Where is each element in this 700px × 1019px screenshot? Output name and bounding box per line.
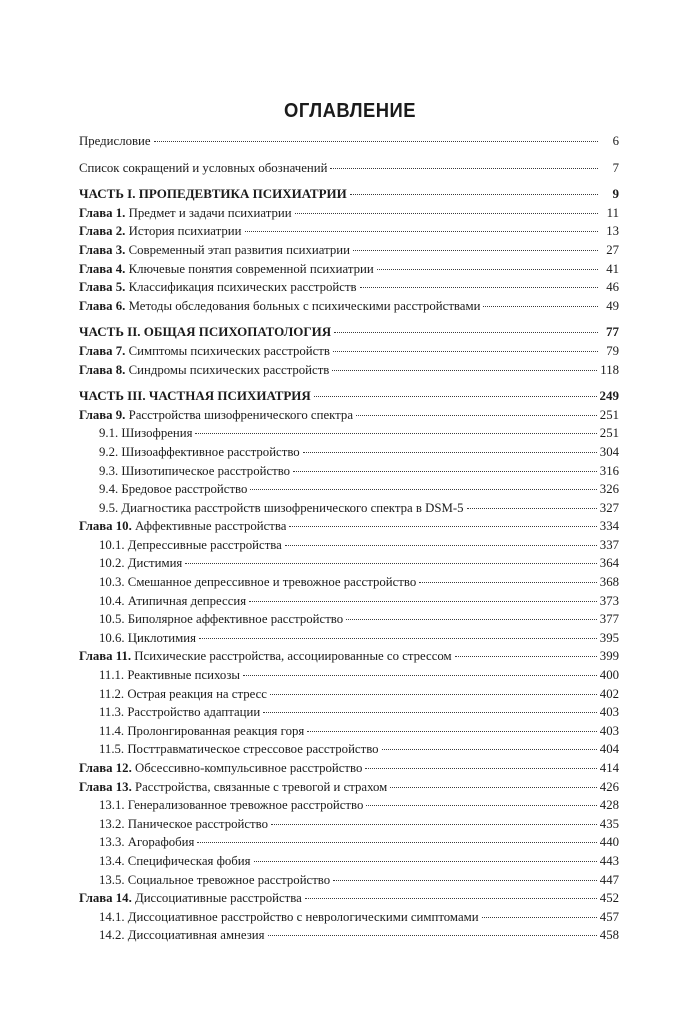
toc-section-entry[interactable] bbox=[79, 815, 619, 834]
page-number: 399 bbox=[599, 649, 619, 664]
page-number: 435 bbox=[599, 816, 619, 831]
toc-entry-title: Предмет и задачи психиатрии bbox=[128, 205, 292, 220]
toc-entry-label bbox=[79, 517, 286, 536]
toc-entry-title: Ключевые понятия современной психиатрии bbox=[128, 261, 374, 276]
page-number: 373 bbox=[599, 593, 619, 608]
dot-leader bbox=[245, 221, 599, 232]
dot-leader bbox=[254, 851, 597, 862]
toc-entry-label bbox=[79, 778, 387, 797]
chapter-number: Глава 5. bbox=[79, 280, 126, 295]
toc-section-entry[interactable] bbox=[79, 480, 619, 499]
chapter-number: Глава 8. bbox=[79, 362, 126, 377]
toc-entry-title: Аффективные расстройства bbox=[134, 519, 287, 534]
toc-entry-label bbox=[79, 278, 357, 297]
toc-entry-label bbox=[79, 462, 290, 481]
toc-entry-label bbox=[79, 703, 260, 722]
dot-leader bbox=[330, 158, 598, 169]
page-number: 428 bbox=[599, 798, 619, 813]
page-number: 251 bbox=[599, 426, 619, 441]
page-number: 457 bbox=[599, 909, 619, 924]
toc-entry-label bbox=[79, 536, 282, 555]
toc-entry-title: История психиатрии bbox=[128, 224, 242, 239]
dot-leader bbox=[314, 386, 597, 397]
dot-leader bbox=[382, 739, 597, 750]
toc-entry-label bbox=[79, 908, 479, 927]
toc-entry-label bbox=[79, 185, 347, 204]
toc-entry-title: Список сокращений и условных обозначений bbox=[79, 160, 328, 175]
dot-leader bbox=[419, 572, 597, 583]
toc-chapter-entry[interactable] bbox=[79, 406, 619, 425]
page-number: 337 bbox=[599, 537, 619, 552]
dot-leader bbox=[263, 702, 597, 713]
page-number: 368 bbox=[599, 575, 619, 590]
toc-entry-label bbox=[79, 241, 350, 260]
toc-entry-title: 10.5. Биполярное аффективное расстройство bbox=[99, 612, 344, 627]
toc-chapter-entry[interactable] bbox=[79, 517, 619, 536]
page-number: 426 bbox=[599, 779, 619, 794]
toc-entry-title: 9.1. Шизофрения bbox=[99, 426, 193, 441]
toc-entry-label bbox=[79, 387, 311, 406]
toc-entry-title: Классификация психических расстройств bbox=[128, 280, 357, 295]
page-number: 334 bbox=[599, 519, 619, 534]
toc-part-entry[interactable] bbox=[79, 185, 619, 204]
toc-entry-title: 10.4. Атипичная депрессия bbox=[99, 593, 247, 608]
chapter-number: Глава 2. bbox=[79, 224, 126, 239]
toc-entry-label bbox=[79, 796, 363, 815]
toc-entry-label bbox=[79, 629, 196, 648]
page-number: 414 bbox=[599, 761, 619, 775]
toc-section-entry[interactable] bbox=[79, 685, 619, 704]
chapter-number: Глава 3. bbox=[79, 242, 126, 257]
toc-chapter-entry[interactable] bbox=[79, 278, 619, 297]
toc-entry[interactable] bbox=[79, 159, 619, 178]
toc-entry-title: 14.1. Диссоциативное расстройство с неврологическими симптомами bbox=[99, 909, 479, 924]
page-number: 440 bbox=[599, 835, 619, 850]
toc-section-entry[interactable] bbox=[79, 499, 619, 518]
toc-entry-title: 13.3. Агорафобия bbox=[99, 835, 195, 850]
dot-leader bbox=[197, 832, 596, 843]
toc-entry-title: 10.6. Циклотимия bbox=[99, 630, 196, 645]
toc-section-entry[interactable] bbox=[79, 554, 619, 573]
toc-entry-label bbox=[79, 297, 480, 316]
table-of-contents bbox=[79, 132, 619, 945]
toc-entry-label bbox=[79, 852, 251, 871]
toc-entry-label bbox=[79, 833, 194, 852]
toc-entry-label bbox=[79, 666, 240, 685]
toc-entry-label bbox=[79, 889, 302, 908]
dot-leader bbox=[333, 870, 597, 881]
dot-leader bbox=[293, 461, 597, 472]
dot-leader bbox=[390, 777, 597, 788]
dot-leader bbox=[307, 721, 597, 732]
toc-entry-title: 9.5. Диагностика расстройств шизофренического спектра в DSM-5 bbox=[99, 500, 464, 515]
toc-entry-title: Диссоциативные расстройства bbox=[134, 891, 302, 906]
dot-leader bbox=[154, 131, 598, 142]
dot-leader bbox=[243, 665, 597, 676]
dot-leader bbox=[199, 628, 597, 639]
toc-section-entry[interactable] bbox=[79, 852, 619, 871]
toc-entry-title: 10.1. Депрессивные расстройства bbox=[99, 537, 282, 552]
toc-entry-label bbox=[79, 159, 327, 178]
page-number: 403 bbox=[599, 723, 619, 738]
dot-leader bbox=[467, 498, 597, 509]
dot-leader bbox=[271, 814, 597, 825]
dot-leader bbox=[353, 240, 598, 251]
toc-entry-label bbox=[79, 554, 182, 573]
dot-leader bbox=[333, 341, 598, 352]
page-number: 251 bbox=[599, 407, 619, 422]
toc-entry-title: ЧАСТЬ I. ПРОПЕДЕВТИКА ПСИХИАТРИИ bbox=[79, 186, 347, 202]
page-number: 443 bbox=[599, 853, 619, 868]
toc-entry-label bbox=[79, 722, 304, 741]
toc-entry-label bbox=[79, 573, 416, 592]
toc-chapter-entry[interactable] bbox=[79, 241, 619, 260]
chapter-number: Глава 13. bbox=[79, 779, 132, 794]
toc-section-entry[interactable] bbox=[79, 833, 619, 852]
page-number: 395 bbox=[599, 630, 619, 645]
toc-part-entry[interactable] bbox=[79, 323, 619, 342]
dot-leader bbox=[332, 360, 597, 371]
toc-chapter-entry[interactable] bbox=[79, 222, 619, 241]
toc-entry-title: Методы обследования больных с психическими расстройствами bbox=[128, 298, 481, 313]
toc-section-entry[interactable] bbox=[79, 536, 619, 555]
page-number: 6 bbox=[612, 134, 619, 148]
page-number: 326 bbox=[599, 482, 619, 497]
toc-entry-label bbox=[79, 740, 379, 759]
page-number: 7 bbox=[612, 160, 619, 175]
toc-entry-label bbox=[79, 759, 362, 778]
dot-leader bbox=[334, 322, 598, 333]
toc-entry-title: 9.3. Шизотипическое расстройство bbox=[99, 463, 291, 478]
toc-entry-title: Расстройства шизофренического спектра bbox=[128, 407, 354, 422]
toc-entry-title: ЧАСТЬ II. ОБЩАЯ ПСИХОПАТОЛОГИЯ bbox=[79, 324, 332, 340]
dot-leader bbox=[482, 907, 597, 918]
page-number: 49 bbox=[606, 298, 619, 313]
toc-entry-title: Психические расстройства, ассоциированные со стрессом bbox=[134, 649, 452, 664]
toc-entry-label bbox=[79, 424, 192, 443]
toc-chapter-entry[interactable] bbox=[79, 260, 619, 279]
dot-leader bbox=[250, 479, 596, 490]
toc-entry-label bbox=[79, 685, 267, 704]
toc-section-entry[interactable] bbox=[79, 740, 619, 759]
toc-entry-label bbox=[79, 871, 330, 890]
page-number: 41 bbox=[606, 261, 619, 276]
page-number: 118 bbox=[600, 362, 619, 377]
toc-entry-title: Расстройства, связанные с тревогой и страхом bbox=[134, 779, 388, 794]
page-number: 27 bbox=[606, 242, 619, 257]
toc-chapter-entry[interactable] bbox=[79, 759, 619, 778]
toc-entry-title: 13.4. Специфическая фобия bbox=[99, 853, 251, 868]
page-number: 77 bbox=[606, 324, 619, 340]
dot-leader bbox=[377, 259, 598, 270]
toc-chapter-entry[interactable] bbox=[79, 778, 619, 797]
dot-leader bbox=[295, 203, 598, 214]
toc-entry-title: 14.2. Диссоциативная амнезия bbox=[99, 928, 265, 943]
dot-leader bbox=[249, 591, 597, 602]
page-number: 400 bbox=[599, 668, 619, 683]
page-number: 79 bbox=[606, 343, 619, 358]
toc-section-entry[interactable] bbox=[79, 796, 619, 815]
dot-leader bbox=[360, 277, 598, 288]
dot-leader bbox=[366, 795, 596, 806]
toc-section-entry[interactable] bbox=[79, 424, 619, 443]
toc-entry-title: 13.1. Генерализованное тревожное расстройство bbox=[99, 798, 364, 813]
toc-entry-title: 10.2. Дистимия bbox=[99, 556, 183, 571]
toc-section-entry[interactable] bbox=[79, 573, 619, 592]
toc-entry-label bbox=[79, 204, 292, 223]
dot-leader bbox=[195, 423, 596, 434]
toc-entry-label bbox=[79, 222, 242, 241]
toc-entry-label bbox=[79, 406, 353, 425]
toc-entry-label bbox=[79, 815, 268, 834]
chapter-number: Глава 12. bbox=[79, 761, 132, 775]
toc-entry-title: 9.4. Бредовое расстройство bbox=[99, 482, 248, 497]
page-number: 11 bbox=[606, 205, 619, 220]
dot-leader bbox=[356, 405, 597, 416]
toc-entry-label bbox=[79, 592, 246, 611]
dot-leader bbox=[365, 758, 596, 769]
toc-entry-title: Синдромы психических расстройств bbox=[128, 362, 330, 377]
toc-chapter-entry[interactable] bbox=[79, 342, 619, 361]
page-title: ОГЛАВЛЕНИЕ bbox=[284, 100, 416, 122]
dot-leader bbox=[305, 888, 597, 899]
dot-leader bbox=[285, 535, 597, 546]
toc-section-entry[interactable] bbox=[79, 722, 619, 741]
toc-entry-title: Современный этап развития психиатрии bbox=[128, 242, 350, 257]
page-number: 304 bbox=[599, 444, 619, 459]
toc-entry-label bbox=[79, 647, 452, 666]
toc-entry-label bbox=[79, 260, 374, 279]
chapter-number: Глава 7. bbox=[79, 343, 126, 358]
page-number: 13 bbox=[606, 224, 619, 239]
toc-section-entry[interactable] bbox=[79, 592, 619, 611]
page-number: 452 bbox=[599, 891, 619, 906]
dot-leader bbox=[483, 296, 598, 307]
toc-chapter-entry[interactable] bbox=[79, 889, 619, 908]
toc-entry-title: 11.3. Расстройство адаптации bbox=[99, 705, 261, 720]
chapter-number: Глава 10. bbox=[79, 519, 132, 534]
page-number: 364 bbox=[599, 556, 619, 571]
toc-section-entry[interactable] bbox=[79, 610, 619, 629]
toc-chapter-entry[interactable] bbox=[79, 361, 619, 380]
page-number: 327 bbox=[599, 500, 619, 515]
page-number: 404 bbox=[599, 742, 619, 757]
toc-entry-title: 11.4. Пролонгированная реакция горя bbox=[99, 723, 305, 738]
toc-entry-label bbox=[79, 926, 265, 945]
toc-entry[interactable] bbox=[79, 132, 619, 151]
toc-chapter-entry[interactable] bbox=[79, 297, 619, 316]
toc-entry-title: 11.5. Посттравматическое стрессовое расстройство bbox=[99, 742, 379, 757]
toc-chapter-entry[interactable] bbox=[79, 647, 619, 666]
page-number: 249 bbox=[599, 388, 619, 404]
chapter-number: Глава 6. bbox=[79, 298, 126, 313]
toc-section-entry[interactable] bbox=[79, 462, 619, 481]
toc-entry-label bbox=[79, 361, 329, 380]
toc-part-entry[interactable] bbox=[79, 387, 619, 406]
dot-leader bbox=[346, 609, 597, 620]
toc-entry-title: 11.2. Острая реакция на стресс bbox=[99, 686, 267, 701]
page-number: 403 bbox=[599, 705, 619, 720]
toc-entry-title: Обсессивно-компульсивное расстройство bbox=[134, 761, 363, 775]
toc-section-entry[interactable] bbox=[79, 666, 619, 685]
toc-chapter-entry[interactable] bbox=[79, 204, 619, 223]
dot-leader bbox=[303, 442, 597, 453]
page-number: 9 bbox=[612, 186, 619, 202]
chapter-number: Глава 1. bbox=[79, 205, 126, 220]
toc-entry-title: Предисловие bbox=[79, 134, 151, 148]
page-number: 402 bbox=[599, 686, 619, 701]
page-number: 447 bbox=[599, 872, 619, 887]
page-number: 458 bbox=[599, 928, 619, 943]
page-number: 377 bbox=[599, 612, 619, 627]
toc-section-entry[interactable] bbox=[79, 703, 619, 722]
toc-entry-title: 13.2. Паническое расстройство bbox=[99, 816, 268, 831]
toc-entry-title: 11.1. Реактивные психозы bbox=[99, 668, 240, 683]
dot-leader bbox=[350, 184, 598, 195]
dot-leader bbox=[268, 925, 597, 936]
toc-entry-label bbox=[79, 610, 343, 629]
toc-entry-label bbox=[79, 132, 151, 151]
toc-entry-label bbox=[79, 480, 247, 499]
toc-entry-label bbox=[79, 443, 300, 462]
toc-entry-label bbox=[79, 323, 331, 342]
toc-entry-title: 9.2. Шизоаффективное расстройство bbox=[99, 444, 300, 459]
toc-entry-title: 10.3. Смешанное депрессивное и тревожное расстройство bbox=[99, 575, 417, 590]
toc-section-entry[interactable] bbox=[79, 443, 619, 462]
dot-leader bbox=[270, 684, 597, 695]
toc-section-entry[interactable] bbox=[79, 871, 619, 890]
chapter-number: Глава 9. bbox=[79, 407, 126, 422]
toc-section-entry[interactable] bbox=[79, 629, 619, 648]
toc-entry-label bbox=[79, 499, 464, 518]
toc-entry-title: ЧАСТЬ III. ЧАСТНАЯ ПСИХИАТРИЯ bbox=[79, 388, 311, 404]
dot-leader bbox=[455, 646, 597, 657]
chapter-number: Глава 4. bbox=[79, 261, 126, 276]
dot-leader bbox=[185, 553, 596, 564]
toc-section-entry[interactable] bbox=[79, 908, 619, 927]
chapter-number: Глава 11. bbox=[79, 649, 132, 664]
toc-entry-title: Симптомы психических расстройств bbox=[128, 343, 330, 358]
dot-leader bbox=[289, 516, 596, 527]
toc-entry-title: 13.5. Социальное тревожное расстройство bbox=[99, 872, 331, 887]
toc-entry-label bbox=[79, 342, 330, 361]
page-number: 46 bbox=[606, 280, 619, 295]
toc-section-entry[interactable] bbox=[79, 926, 619, 945]
chapter-number: Глава 14. bbox=[79, 891, 132, 906]
page-number: 316 bbox=[599, 463, 619, 478]
